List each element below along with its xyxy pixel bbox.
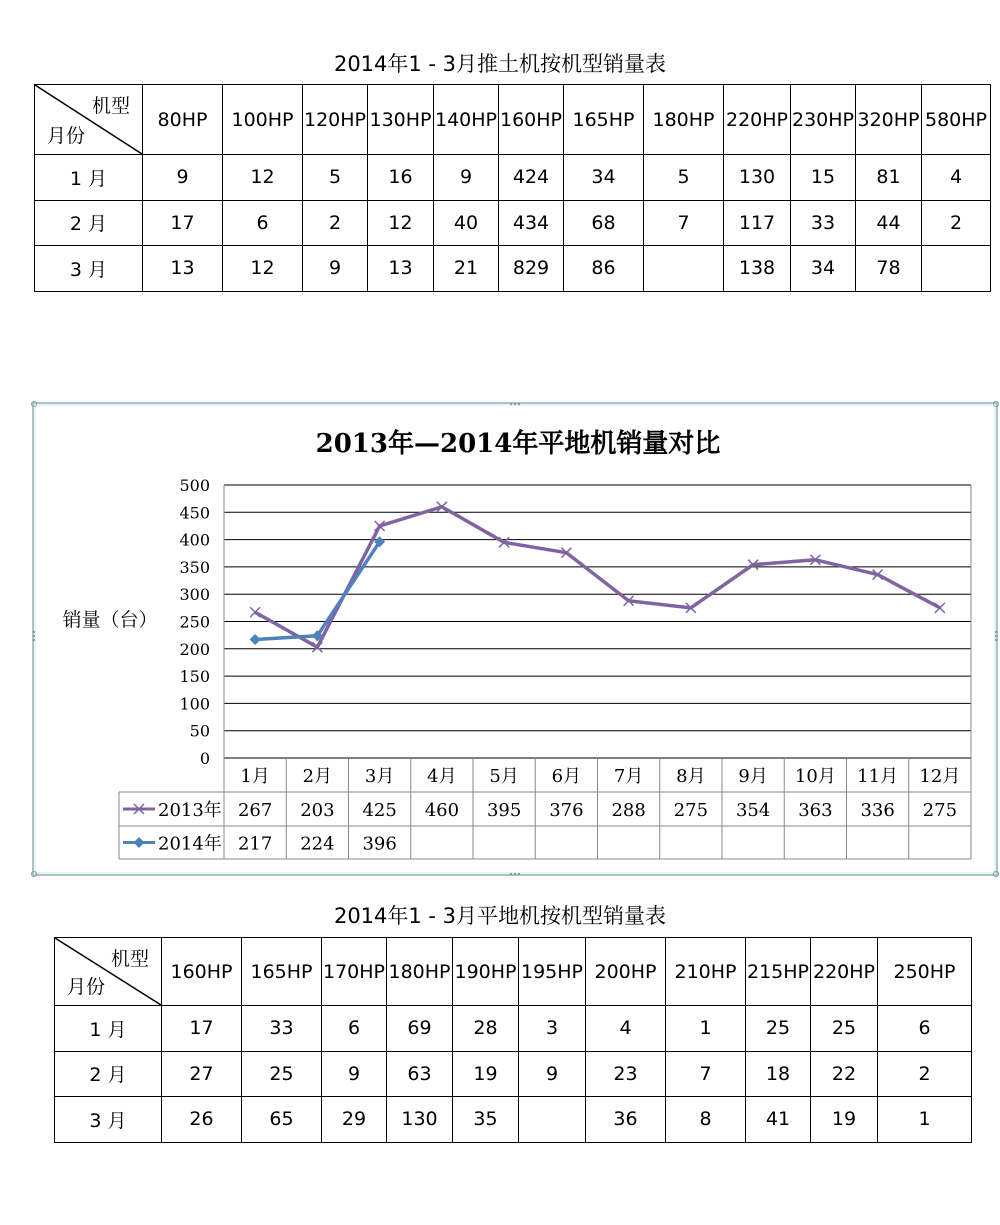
data-label: 376 <box>549 800 584 821</box>
y-tick-label: 350 <box>179 557 210 577</box>
table-cell: 41 <box>746 1097 811 1143</box>
y-tick-label: 300 <box>179 585 210 605</box>
data-label: 363 <box>798 800 833 821</box>
column-header: 160HP <box>499 85 564 155</box>
table-cell: 2 <box>303 200 368 246</box>
table-cell: 17 <box>162 1006 242 1052</box>
data-label: 425 <box>362 800 397 821</box>
table-cell: 16 <box>368 155 434 201</box>
x-tick-label: 1月 <box>240 766 270 787</box>
table-row <box>35 246 991 292</box>
y-tick-label: 450 <box>179 503 210 523</box>
resize-handle-dot <box>995 635 997 637</box>
table-row <box>35 200 991 246</box>
column-header: 215HP <box>746 938 811 1006</box>
bulldozer-sales-table <box>34 84 991 292</box>
table-cell: 27 <box>162 1051 242 1097</box>
corner-bottom-label: 月份 <box>67 976 106 998</box>
data-label: 396 <box>362 833 397 855</box>
table-cell: 6 <box>223 200 303 246</box>
table-cell: 86 <box>564 246 644 292</box>
data-label: 275 <box>673 800 709 821</box>
table-cell: 12 <box>223 246 303 292</box>
table-cell: 65 <box>242 1097 322 1143</box>
table-cell: 9 <box>303 246 368 292</box>
column-header: 120HP <box>303 85 368 155</box>
x-tick-label: 8月 <box>676 766 706 787</box>
table-cell: 3 <box>519 1006 586 1052</box>
table-cell <box>644 246 724 292</box>
column-header: 320HP <box>856 85 922 155</box>
table-cell: 33 <box>242 1006 322 1052</box>
column-header: 195HP <box>519 938 586 1006</box>
row-label: 3 月 <box>55 1097 162 1143</box>
table-cell: 26 <box>162 1097 242 1143</box>
x-tick-label: 11月 <box>857 766 899 787</box>
x-tick-label: 10月 <box>794 766 836 787</box>
table-cell: 78 <box>856 246 922 292</box>
x-tick-label: 12月 <box>919 766 961 787</box>
table1-title: 2014年1 - 3月推土机按机型销量表 <box>333 52 667 76</box>
table-cell: 12 <box>368 200 434 246</box>
data-label: 460 <box>424 800 460 821</box>
resize-handle-dot <box>510 873 512 875</box>
y-tick-label: 400 <box>179 530 210 550</box>
table-cell: 1 <box>666 1006 746 1052</box>
data-label: 203 <box>300 800 335 821</box>
corner-bottom-label: 月份 <box>47 125 86 147</box>
x-tick-label: 2月 <box>302 766 333 787</box>
resize-handle-dot <box>33 631 35 633</box>
data-label: 288 <box>611 800 646 821</box>
table-row <box>55 1051 972 1097</box>
table-header-row <box>35 85 991 155</box>
table-cell: 63 <box>387 1051 453 1097</box>
column-header: 100HP <box>223 85 303 155</box>
x-tick-label: 7月 <box>613 766 644 787</box>
table-cell: 17 <box>143 200 223 246</box>
column-header: 80HP <box>143 85 223 155</box>
column-header: 165HP <box>564 85 644 155</box>
row-label: 2 月 <box>35 200 143 246</box>
table-cell <box>519 1097 586 1143</box>
y-tick-label: 250 <box>179 612 210 632</box>
table-cell: 28 <box>453 1006 519 1052</box>
y-tick-label: 100 <box>179 694 210 714</box>
column-header: 165HP <box>242 938 322 1006</box>
table-cell: 34 <box>564 155 644 201</box>
table-cell: 6 <box>322 1006 387 1052</box>
x-tick-label: 5月 <box>489 766 519 787</box>
table-cell: 44 <box>856 200 922 246</box>
corner-top-label: 机型 <box>110 948 149 970</box>
row-label: 2 月 <box>55 1051 162 1097</box>
table-cell: 434 <box>499 200 564 246</box>
table-cell: 9 <box>434 155 499 201</box>
table-cell: 69 <box>387 1006 453 1052</box>
y-tick-label: 200 <box>179 639 210 659</box>
resize-handle-dot <box>518 873 520 875</box>
corner-header-cell <box>55 938 162 1006</box>
column-header: 160HP <box>162 938 242 1006</box>
table-cell: 8 <box>666 1097 746 1143</box>
table-cell: 5 <box>303 155 368 201</box>
table-cell: 6 <box>878 1006 972 1052</box>
table-cell: 36 <box>586 1097 666 1143</box>
table-row <box>35 155 991 201</box>
column-header: 220HP <box>811 938 878 1006</box>
table-header-row <box>55 938 972 1006</box>
corner-header-cell <box>35 85 143 155</box>
data-label: 395 <box>486 800 522 821</box>
table-cell: 81 <box>856 155 922 201</box>
table-cell: 2 <box>922 200 991 246</box>
table-cell: 7 <box>644 200 724 246</box>
y-tick-label: 0 <box>199 749 210 768</box>
row-label: 1 月 <box>35 155 143 201</box>
table-cell: 22 <box>811 1051 878 1097</box>
table2-title: 2014年1 - 3月平地机按机型销量表 <box>333 904 667 928</box>
y-tick-label: 50 <box>189 721 210 741</box>
column-header: 220HP <box>724 85 791 155</box>
legend-entry: 2013年 <box>158 800 222 821</box>
table-cell: 25 <box>746 1006 811 1052</box>
y-tick-label: 500 <box>179 476 210 495</box>
grader-sales-table <box>54 937 972 1143</box>
column-header: 210HP <box>666 938 746 1006</box>
data-label: 217 <box>237 833 273 855</box>
table-row <box>55 1006 972 1052</box>
table-cell: 117 <box>724 200 791 246</box>
table-cell: 9 <box>519 1051 586 1097</box>
row-label: 3 月 <box>35 246 143 292</box>
table-row <box>55 1097 972 1143</box>
column-header: 200HP <box>586 938 666 1006</box>
table-cell: 15 <box>791 155 856 201</box>
table-cell: 35 <box>453 1097 519 1143</box>
column-header: 580HP <box>922 85 991 155</box>
table-cell: 19 <box>453 1051 519 1097</box>
x-tick-label: 3月 <box>364 766 395 787</box>
resize-handle-dot <box>514 403 516 405</box>
x-tick-label: 4月 <box>427 766 457 787</box>
table-cell: 34 <box>791 246 856 292</box>
table-cell: 7 <box>666 1051 746 1097</box>
data-label: 267 <box>237 800 273 821</box>
data-label: 336 <box>860 800 895 821</box>
resize-handle-dot <box>33 635 35 637</box>
table-cell: 33 <box>791 200 856 246</box>
table-cell: 29 <box>322 1097 387 1143</box>
table-cell: 4 <box>586 1006 666 1052</box>
x-tick-label: 6月 <box>551 766 582 787</box>
column-header: 170HP <box>322 938 387 1006</box>
y-tick-label: 150 <box>179 667 210 687</box>
table-cell: 23 <box>586 1051 666 1097</box>
table-cell: 25 <box>242 1051 322 1097</box>
table-cell: 13 <box>368 246 434 292</box>
table-cell: 424 <box>499 155 564 201</box>
table-cell: 5 <box>644 155 724 201</box>
legend-entry: 2014年 <box>158 833 222 855</box>
column-header: 140HP <box>434 85 499 155</box>
column-header: 230HP <box>791 85 856 155</box>
resize-handle-dot <box>995 631 997 633</box>
table-cell: 4 <box>922 155 991 201</box>
y-axis-label: 销量（台） <box>62 609 158 631</box>
table-cell: 9 <box>143 155 223 201</box>
table-cell: 9 <box>322 1051 387 1097</box>
table-cell: 25 <box>811 1006 878 1052</box>
data-label: 275 <box>922 800 958 821</box>
column-header: 180HP <box>644 85 724 155</box>
resize-handle-dot <box>518 403 520 405</box>
column-header: 180HP <box>387 938 453 1006</box>
table-cell: 21 <box>434 246 499 292</box>
table-cell: 18 <box>746 1051 811 1097</box>
table-cell: 130 <box>387 1097 453 1143</box>
resize-handle-dot <box>510 403 512 405</box>
table-cell: 2 <box>878 1051 972 1097</box>
table-cell: 829 <box>499 246 564 292</box>
column-header: 190HP <box>453 938 519 1006</box>
column-header: 250HP <box>878 938 972 1006</box>
x-tick-label: 9月 <box>738 766 768 787</box>
corner-top-label: 机型 <box>91 95 130 117</box>
resize-handle-dot <box>514 873 516 875</box>
data-label: 224 <box>300 833 335 855</box>
table-cell: 12 <box>223 155 303 201</box>
table-cell: 130 <box>724 155 791 201</box>
column-header: 130HP <box>368 85 434 155</box>
table-cell: 1 <box>878 1097 972 1143</box>
table-cell: 138 <box>724 246 791 292</box>
table-cell: 40 <box>434 200 499 246</box>
row-label: 1 月 <box>55 1006 162 1052</box>
data-label: 354 <box>735 800 771 821</box>
grader-sales-chart <box>30 400 1000 878</box>
table-cell <box>922 246 991 292</box>
resize-handle-dot <box>995 639 997 641</box>
resize-handle-dot <box>33 639 35 641</box>
table-cell: 68 <box>564 200 644 246</box>
table-cell: 19 <box>811 1097 878 1143</box>
table-cell: 13 <box>143 246 223 292</box>
chart-title: 2013年—2014年平地机销量对比 <box>315 429 721 459</box>
